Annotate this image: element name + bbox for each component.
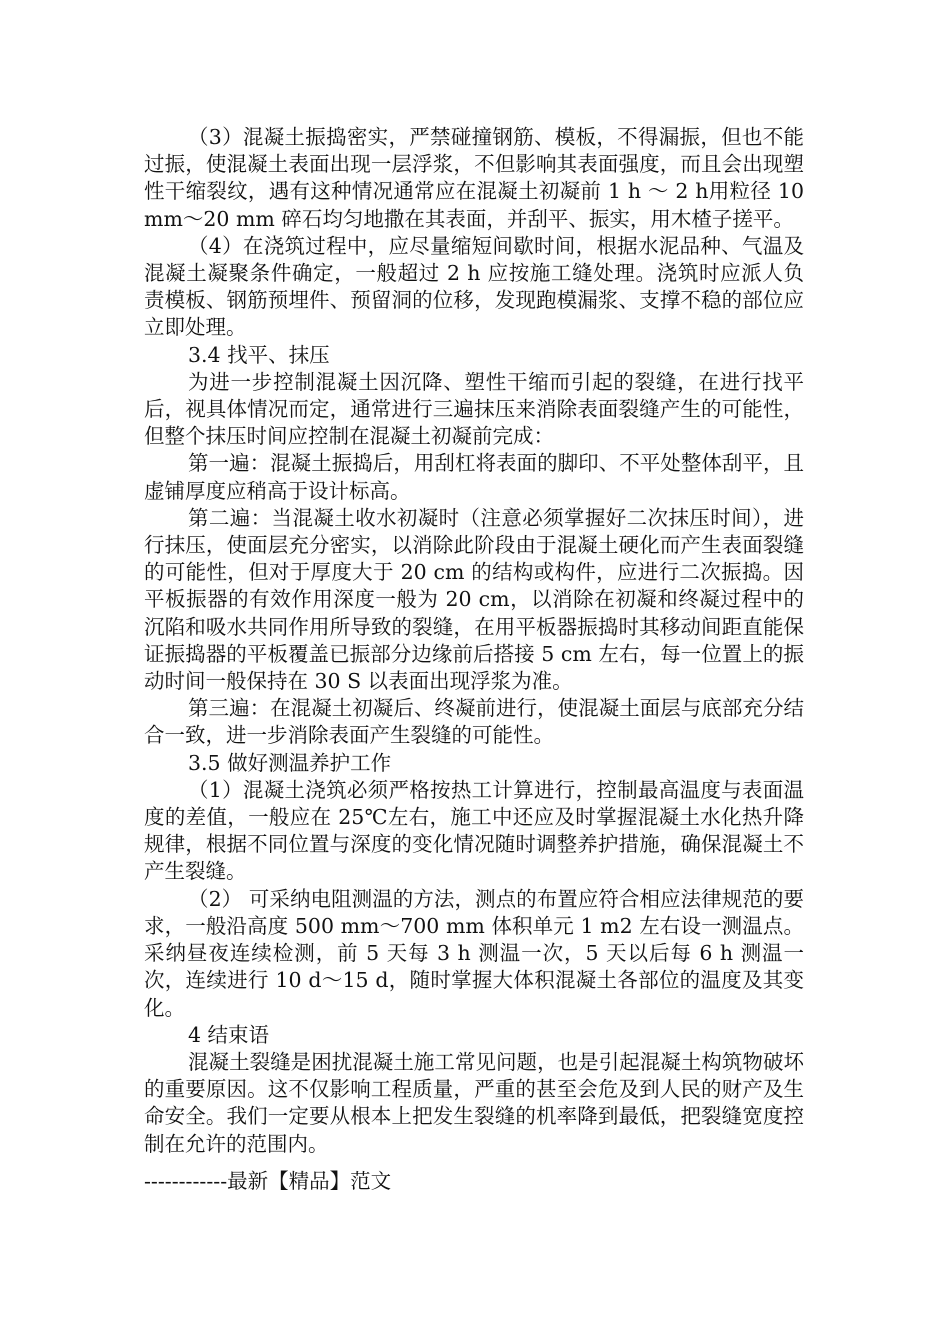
paragraph-third-pass: 第三遍：在混凝土初凝后、终凝前进行，使混凝土面层与底部充分结合一致，进一步消除表面产生裂缝的可能性。 — [144, 696, 804, 748]
paragraph-second-pass: 第二遍：当混凝土收水初凝时（注意必须掌握好二次抹压时间），进行抹压，使面层充分密实，以消除此阶段由于混凝土硬化而产生表面裂缝的可能性，但对于厚度大于 20 cm 的结构或构件，应进行二次振捣。因平板振器的有效作用深度一般为 20 cm，以消除在初凝和终凝过程中的沉陷和吸水共同作用所导致的裂缝，在用平板器振捣时其移动间距直能保证振捣器的平板覆盖已振部分边缘前后搭接 5 cm 左右，每一位置上的振动时间一般保持在 30 S 以表面出现浮浆为准。 — [144, 505, 804, 694]
paragraph-3-item-3: （3）混凝土振捣密实，严禁碰撞钢筋、模板，不得漏振，但也不能过振，使混凝土表面出现一层浮浆，不但影响其表面强度，而且会出现塑性干缩裂纹，遇有这种情况通常应在混凝土初凝前 1 h ～ 2 h用粒径 10 mm～20 mm 碎石均匀地撒在其表面，并刮平、振实，用木楂子搓平。 — [144, 125, 804, 231]
section-heading-4: 4 结束语 — [188, 1022, 270, 1047]
paragraph-3-5-item-2: （2） 可采纳电阻测温的方法，测点的布置应符合相应法律规范的要求，一般沿高度 500 mm～700 mm 体积单元 1 m2 左右设一测温点。采纳昼夜连续检测，前 5 天每 3 h 测温一次，5 天以后每 6 h 测温一次，连续进行 10 d～15 d，随时掌握大体积混凝土各部位的温度及其变化。 — [144, 886, 804, 1020]
paragraph-conclusion: 混凝土裂缝是困扰混凝土施工常见问题，也是引起混凝土构筑物破坏的重要原因。这不仅影响工程质量，严重的甚至会危及到人民的财产及生命安全。我们一定要从根本上把发生裂缝的机率降到最低，把裂缝宽度控制在允许的范围内。 — [144, 1049, 804, 1156]
paragraph-3-item-4: （4）在浇筑过程中，应尽量缩短间歇时间，根据水泥品种、气温及混凝土凝聚条件确定，一般超过 2 h 应按施工缝处理。浇筑时应派人负责模板、钢筋预埋件、预留洞的位移，发现跑模漏浆、支撑不稳的部位应立即处理。 — [144, 233, 804, 340]
section-heading-3-5: 3.5 做好测温养护工作 — [188, 750, 392, 775]
page-footer: ------------最新【精品】范文 — [144, 1169, 392, 1193]
paragraph-3-4-intro: 为进一步控制混凝土因沉降、塑性干缩而引起的裂缝，在进行找平后，视具体情况而定，通常进行三遍抹压来消除表面裂缝产生的可能性，但整个抹压时间应控制在混凝土初凝前完成： — [144, 369, 804, 449]
paragraph-3-5-item-1: （1）混凝土浇筑必须严格按热工计算进行，控制最高温度与表面温度的差值，一般应在 25℃左右，施工中还应及时掌握混凝土水化热升降规律，根据不同位置与深度的变化情况随时调整养护措施，确保混凝土不产生裂缝。 — [144, 777, 804, 884]
paragraph-first-pass: 第一遍：混凝土振捣后，用刮杠将表面的脚印、不平处整体刮平，且虚铺厚度应稍高于设计标高。 — [144, 451, 804, 503]
section-heading-3-4: 3.4 找平、抹压 — [188, 342, 330, 367]
document-body — [144, 124, 804, 1158]
